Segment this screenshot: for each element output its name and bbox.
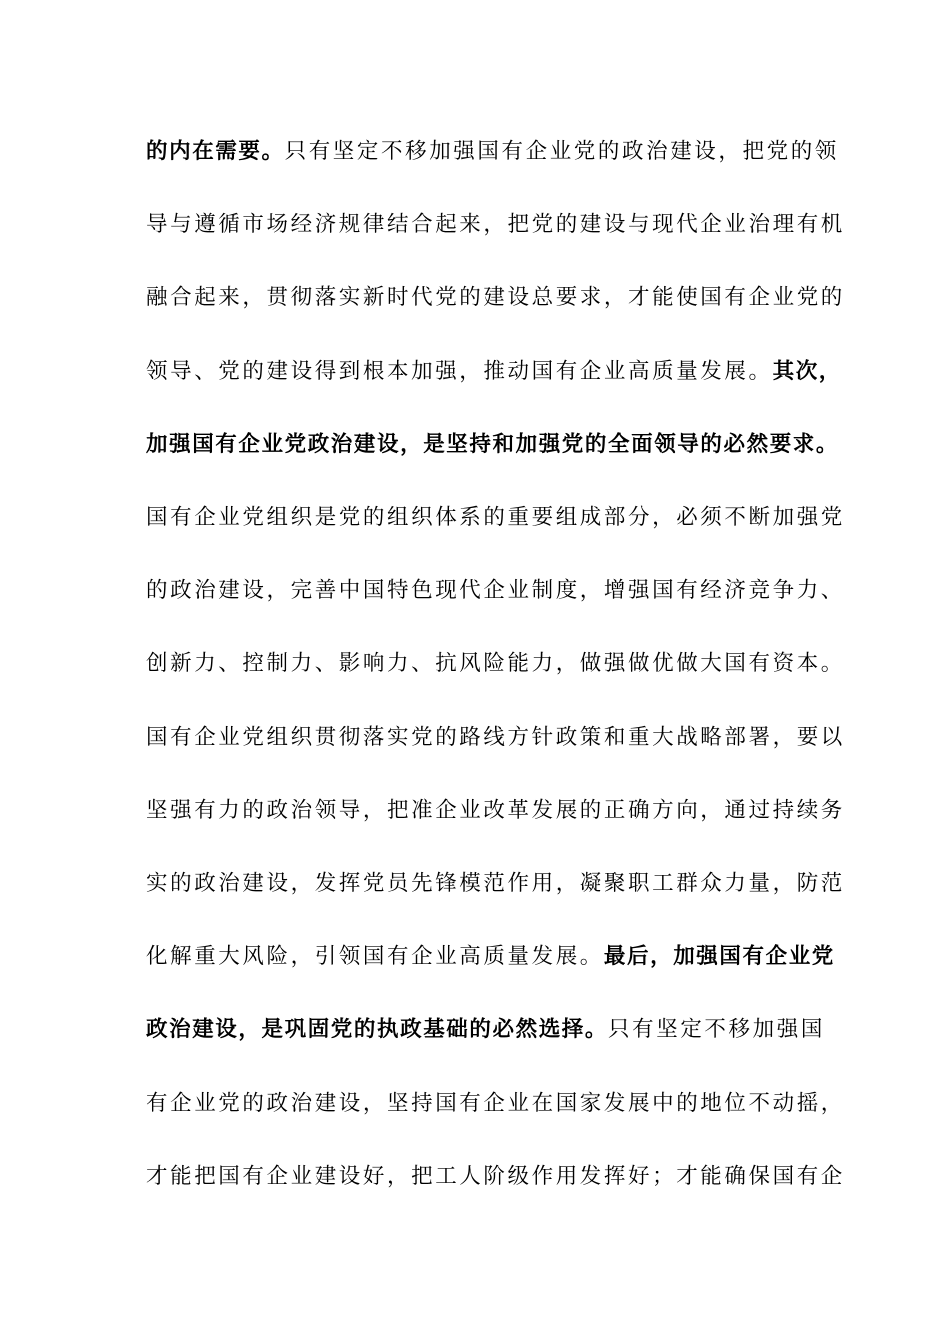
bold-phrase: 的内在需要。 xyxy=(146,139,285,164)
body-text: 实的政治建设，发挥党员先锋模范作用，凝聚职工群众力量，防范 xyxy=(146,871,845,896)
text-line-11 xyxy=(146,864,846,904)
text-line-12 xyxy=(146,937,846,977)
bold-phrase: 最后，加强国有企业党 xyxy=(603,944,835,969)
body-text: 创新力、控制力、影响力、抗风险能力，做强做优做大国有资本。 xyxy=(146,651,845,676)
text-line-15 xyxy=(146,1157,846,1197)
body-text: 的政治建设，完善中国特色现代企业制度，增强国有经济竞争力、 xyxy=(146,578,845,603)
text-line-14 xyxy=(146,1084,846,1124)
body-text: 只有坚定不移加强国有企业党的政治建设，把党的领 xyxy=(284,139,839,164)
text-line-8 xyxy=(146,644,846,684)
text-line-9 xyxy=(146,718,846,758)
bold-phrase: 其次， xyxy=(772,359,842,384)
body-text: 化解重大风险，引领国有企业高质量发展。 xyxy=(146,944,604,969)
body-text: 国有企业党组织是党的组织体系的重要组成部分，必须不断加强党 xyxy=(146,505,845,530)
bold-phrase: 政治建设，是巩固党的执政基础的必然选择。 xyxy=(146,1017,609,1042)
body-text: 有企业党的政治建设，坚持国有企业在国家发展中的地位不动摇， xyxy=(146,1091,845,1116)
body-text: 只有坚定不移加强国 xyxy=(608,1017,825,1042)
text-line-10 xyxy=(146,791,846,831)
text-line-7 xyxy=(146,571,846,611)
body-text: 才能把国有企业建设好，把工人阶级作用发挥好；才能确保国有企 xyxy=(146,1164,845,1189)
body-text: 融合起来，贯彻落实新时代党的建设总要求，才能使国有企业党的 xyxy=(146,285,845,310)
text-line-1 xyxy=(146,132,846,172)
body-text: 导与遵循市场经济规律结合起来，把党的建设与现代企业治理有机 xyxy=(146,212,845,237)
body-text: 坚强有力的政治领导，把准企业改革发展的正确方向，通过持续务 xyxy=(146,798,845,823)
body-text: 国有企业党组织贯彻落实党的路线方针政策和重大战略部署，要以 xyxy=(146,725,845,750)
bold-phrase: 加强国有企业党政治建设，是坚持和加强党的全面领导的必然要求。 xyxy=(146,432,840,457)
text-line-6 xyxy=(146,498,846,538)
text-line-2 xyxy=(146,205,846,245)
text-line-3 xyxy=(146,278,846,318)
text-line-5 xyxy=(146,425,846,465)
text-line-13 xyxy=(146,1010,846,1050)
text-line-4 xyxy=(146,352,846,392)
body-text: 领导、党的建设得到根本加强，推动国有企业高质量发展。 xyxy=(146,359,773,384)
